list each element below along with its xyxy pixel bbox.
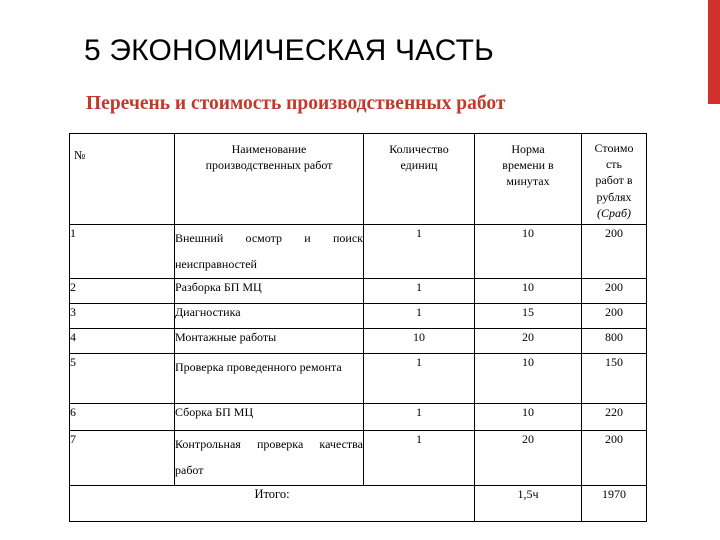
accent-bar: [708, 0, 720, 104]
work-name: Сборка БП МЦ: [175, 404, 364, 431]
time-cell: 15: [475, 304, 582, 329]
table-row: [70, 279, 647, 304]
work-name: Монтажные работы: [175, 329, 364, 354]
row-number: 1: [70, 225, 175, 279]
time-cell: 20: [475, 329, 582, 354]
table-row: [70, 431, 647, 486]
table-row: [70, 329, 647, 354]
header-cost: Стоимо сть работ в рублях (Сраб): [582, 134, 647, 225]
total-cost: 1970: [582, 486, 647, 522]
row-number: 4: [70, 329, 175, 354]
row-number: 7: [70, 431, 175, 486]
table-row: [70, 225, 647, 279]
table-row: [70, 304, 647, 329]
quantity-cell: 1: [364, 279, 475, 304]
quantity-cell: 1: [364, 304, 475, 329]
quantity-cell: 1: [364, 404, 475, 431]
row-number: 6: [70, 404, 175, 431]
quantity-cell: 1: [364, 354, 475, 404]
work-name: Контрольная проверка качества работ: [175, 431, 364, 486]
cost-cell: 200: [582, 431, 647, 486]
row-number: 2: [70, 279, 175, 304]
time-cell: 10: [475, 279, 582, 304]
time-cell: 10: [475, 404, 582, 431]
table-caption: Перечень и стоимость производственных работ: [86, 93, 506, 114]
row-number: 3: [70, 304, 175, 329]
time-cell: 10: [475, 225, 582, 279]
quantity-cell: 1: [364, 431, 475, 486]
time-cell: 10: [475, 354, 582, 404]
cost-cell: 200: [582, 304, 647, 329]
quantity-cell: 10: [364, 329, 475, 354]
time-cell: 20: [475, 431, 582, 486]
cost-cell: 200: [582, 225, 647, 279]
quantity-cell: 1: [364, 225, 475, 279]
table-header-row: [70, 134, 647, 225]
header-work-name: Наименование производственных работ: [175, 134, 364, 225]
total-row: [70, 486, 647, 522]
header-number: №: [70, 134, 175, 225]
header-quantity: Количество единиц: [364, 134, 475, 225]
total-time: 1,5ч: [475, 486, 582, 522]
row-number: 5: [70, 354, 175, 404]
work-name: Проверка проведенного ремонта: [175, 354, 364, 404]
work-name: Разборка БП МЦ: [175, 279, 364, 304]
work-name: Диагностика: [175, 304, 364, 329]
total-label: Итого:: [70, 486, 475, 522]
header-time-norm: Норма времени в минутах: [475, 134, 582, 225]
page-title: 5 ЭКОНОМИЧЕСКАЯ ЧАСТЬ: [84, 34, 494, 67]
works-cost-table: [69, 133, 647, 522]
table-row: [70, 354, 647, 404]
work-name: Внешний осмотр и поиск неисправностей: [175, 225, 364, 279]
cost-cell: 800: [582, 329, 647, 354]
cost-cell: 220: [582, 404, 647, 431]
cost-cell: 200: [582, 279, 647, 304]
cost-cell: 150: [582, 354, 647, 404]
table-row: [70, 404, 647, 431]
